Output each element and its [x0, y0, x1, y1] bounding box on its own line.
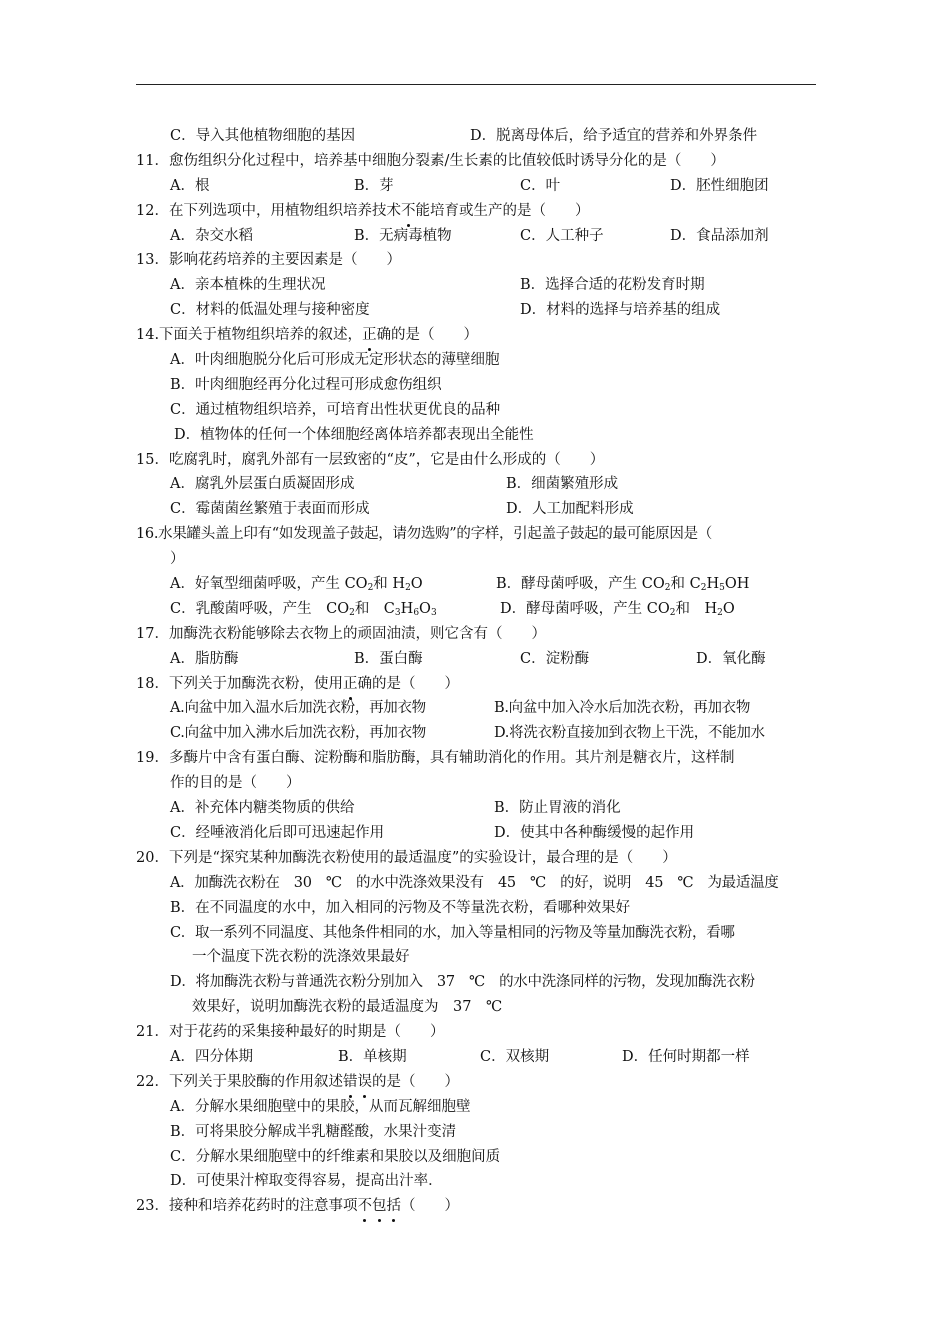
q14-stem-pre: 14.下面关于植物组织培养的叙述，: [136, 327, 363, 344]
q17-stem: 17．加酶洗衣粉能够除去衣物上的顽固油渍，则它含有（ ）: [136, 625, 546, 642]
q20-option-a: A．加酶洗衣粉在 30 ℃ 的水中洗涤效果没有 45 ℃ 的好，说明 45 ℃ 为最适温度: [170, 874, 779, 891]
q13-option-a: A．亲本植株的生理状况: [170, 277, 326, 294]
q23-stem: [136, 1194, 826, 1219]
q18-option-d: D.将洗衣粉直接加到衣物上干洗，不能加水: [494, 725, 765, 742]
q16-options-cd: [136, 597, 826, 622]
header-rule: [136, 84, 816, 85]
q15-stem: 15．吃腐乳时，腐乳外部有一层致密的“皮”，它是由什么形成的（ ）: [136, 451, 605, 468]
exam-page: [136, 124, 826, 1219]
q14-stem: [136, 323, 826, 348]
q18-option-b: B.向盆中加入冷水后加洗衣粉，再加衣物: [494, 700, 751, 717]
q15-options-cd: [136, 497, 826, 522]
q17-option-b: B．蛋白酶: [354, 650, 423, 667]
q11-option-d: D．胚性细胞团: [670, 177, 769, 194]
q13-options-ab: [136, 273, 826, 298]
q18-stem: [136, 672, 826, 697]
q16-option-b: B．酵母菌呼吸，产生 $CO_2$和 $C_2H_5OH$: [496, 576, 750, 594]
q20-option-d-cont: 效果好，说明加酶洗衣粉的最适温度为 37 ℃: [192, 999, 503, 1016]
q14-option-b: B．叶肉细胞经再分化过程可形成愈伤组织: [170, 376, 442, 393]
q18-options-cd: [136, 721, 826, 746]
q18-option-c: C.向盆中加入沸水后加洗衣粉，再加衣物: [170, 725, 426, 742]
q21-option-d: D．任何时期都一样: [622, 1048, 750, 1065]
q10-option-d: D．脱离母体后，给予适宜的营养和外界条件: [470, 128, 758, 144]
q12-option-a: A．杂交水稻: [170, 227, 253, 244]
q12-option-d: D．食品添加剂: [670, 227, 769, 244]
q17-option-a: A．脂肪酶: [170, 650, 239, 667]
q14-stem-post: 确的是（ ）: [376, 327, 479, 344]
q22-option-a: A．分解水果细胞壁中的果胶，从而瓦解细胞壁: [170, 1098, 471, 1115]
q16-stem: 16.水果罐头盖上印有“如发现盖子鼓起，请勿选购”的字样，引起盖子鼓起的最可能原因是（: [136, 526, 712, 543]
q15-option-d: D．人工加配料形成: [506, 501, 634, 518]
q11-options: [136, 174, 826, 199]
q12-stem: [136, 199, 826, 224]
q10-option-c: C．导入其他植物细胞的基因: [170, 128, 356, 144]
q20-option-c: C．取一系列不同温度、其他条件相同的水，加入等量相同的污物及等量加酶洗衣粉，看哪: [170, 924, 735, 941]
q15-option-c: C．霉菌菌丝繁殖于表面而形成: [170, 501, 370, 518]
q15-option-b: B．细菌繁殖形成: [506, 476, 619, 493]
q18-options-ab: [136, 696, 826, 721]
q22-option-d: D．可使果汁榨取变得容易，提高出汁率．: [170, 1173, 443, 1190]
q20-option-d: D．将加酶洗衣粉与普通洗衣粉分别加入 37 ℃ 的水中洗涤同样的污物，发现加酶洗衣粉: [170, 974, 755, 991]
q15-options-ab: [136, 472, 826, 497]
q23-stem-pre: 23．接种和培养花药时的注意事项: [136, 1198, 358, 1215]
q14-emphasis: 正: [362, 323, 377, 348]
q15-option-a: A．腐乳外层蛋白质凝固形成: [170, 476, 355, 493]
q19-stem-cont: 作的目的是（ ）: [170, 775, 301, 792]
q11-option-a: A．根: [170, 177, 210, 194]
q18-stem-post: 确的是（ ）: [357, 675, 459, 692]
q19-option-b: B．防止胃液的消化: [494, 800, 621, 817]
q18-emphasis: 正: [343, 672, 358, 697]
q22-option-b: B．可将果胶分解成半乳糖醛酸，水果汁变清: [170, 1123, 457, 1140]
q23-emphasis-3: 括: [386, 1194, 401, 1219]
q21-options: [136, 1045, 826, 1070]
q22-option-c: C．分解水果细胞壁中的纤维素和果胶以及细胞间质: [170, 1148, 501, 1165]
q16-options-ab: [136, 572, 826, 597]
q23-emphasis-2: 包: [372, 1194, 387, 1219]
q22-emphasis-1: 错: [343, 1070, 358, 1095]
q13-option-c: C．材料的低温处理与接种密度: [170, 302, 370, 319]
q11-option-c: C．叶: [520, 177, 561, 194]
q18-stem-pre: 18．下列关于加酶洗衣粉，使用: [136, 675, 343, 692]
q20-option-c-cont: 一个温度下洗衣粉的洗涤效果最好: [192, 949, 410, 966]
q12-stem-post: 能培育或生产的是（ ）: [415, 202, 590, 219]
q21-option-c: C．双核期: [480, 1048, 550, 1065]
q12-stem-pre: 12．在下列选项中，用植物组织培养技术: [136, 202, 401, 219]
q12-option-b: B．无病毒植物: [354, 227, 452, 244]
q19-options-cd: [136, 821, 826, 846]
q18-option-a: A.向盆中加入温水后加洗衣粉，再加衣物: [170, 700, 426, 717]
q16-stem-cont: ）: [170, 551, 185, 568]
q17-options: [136, 647, 826, 672]
q21-stem: 21．对于花药的采集接种最好的时期是（ ）: [136, 1024, 445, 1041]
q16-option-d: D．酵母菌呼吸，产生 $CO_2$和 $H_2O$: [500, 600, 735, 618]
q14-option-a: A．叶肉细胞脱分化后可形成无定形状态的薄壁细胞: [170, 352, 500, 369]
q22-emphasis-2: 误: [357, 1070, 372, 1095]
q12-emphasis: 不: [401, 199, 416, 224]
q19-option-d: D．使其中各种酶缓慢的起作用: [494, 824, 695, 841]
q19-stem: 19．多酶片中含有蛋白酶、淀粉酶和脂肪酶，具有辅助消化的作用。其片剂是糖衣片，这样制: [136, 750, 735, 767]
q13-option-b: B．选择合适的花粉发育时期: [520, 277, 705, 294]
q19-options-ab: [136, 796, 826, 821]
q11-stem: 11．愈伤组织分化过程中，培养基中细胞分裂素/生长素的比值较低时诱导分化的是（ ）: [136, 152, 725, 169]
q21-option-a: A．四分体期: [170, 1048, 253, 1065]
q10-options-cd: [136, 124, 826, 149]
q20-stem: 20．下列是“探究某种加酶洗衣粉使用的最适温度”的实验设计，最合理的是（ ）: [136, 849, 677, 866]
q22-stem: [136, 1070, 826, 1095]
q16-option-a: A．好氧型细菌呼吸，产生 $CO_2$和 $H_2O$: [170, 576, 423, 594]
q23-stem-post: （ ）: [400, 1198, 459, 1215]
q16-option-c: C．乳酸菌呼吸，产生 $CO_2$和 $C_3H_6O_3$: [170, 600, 437, 618]
q14-option-d: D．植物体的任何一个体细胞经离体培养都表现出全能性: [174, 426, 534, 443]
q19-option-c: C．经唾液消化后即可迅速起作用: [170, 824, 385, 841]
q20-option-b: B．在不同温度的水中，加入相同的污物及不等量洗衣粉，看哪种效果好: [170, 899, 631, 916]
q13-stem: 13．影响花药培养的主要因素是（ ）: [136, 252, 401, 269]
q13-option-d: D．材料的选择与培养基的组成: [520, 302, 721, 319]
q17-option-c: C．淀粉酶: [520, 650, 590, 667]
q17-option-d: D．氧化酶: [696, 650, 766, 667]
q22-stem-pre: 22．下列关于果胶酶的作用叙述: [136, 1073, 343, 1090]
q12-options: [136, 224, 826, 249]
q12-option-c: C．人工种子: [520, 227, 604, 244]
q19-option-a: A．补充体内糖类物质的供给: [170, 800, 355, 817]
q14-option-c: C．通过植物组织培养，可培育出性状更优良的品种: [170, 401, 501, 418]
q11-option-b: B．芽: [354, 177, 394, 194]
q13-options-cd: [136, 298, 826, 323]
q22-stem-post: 的是（ ）: [371, 1073, 459, 1090]
q21-option-b: B．单核期: [338, 1048, 407, 1065]
q23-emphasis-1: 不: [357, 1194, 372, 1219]
